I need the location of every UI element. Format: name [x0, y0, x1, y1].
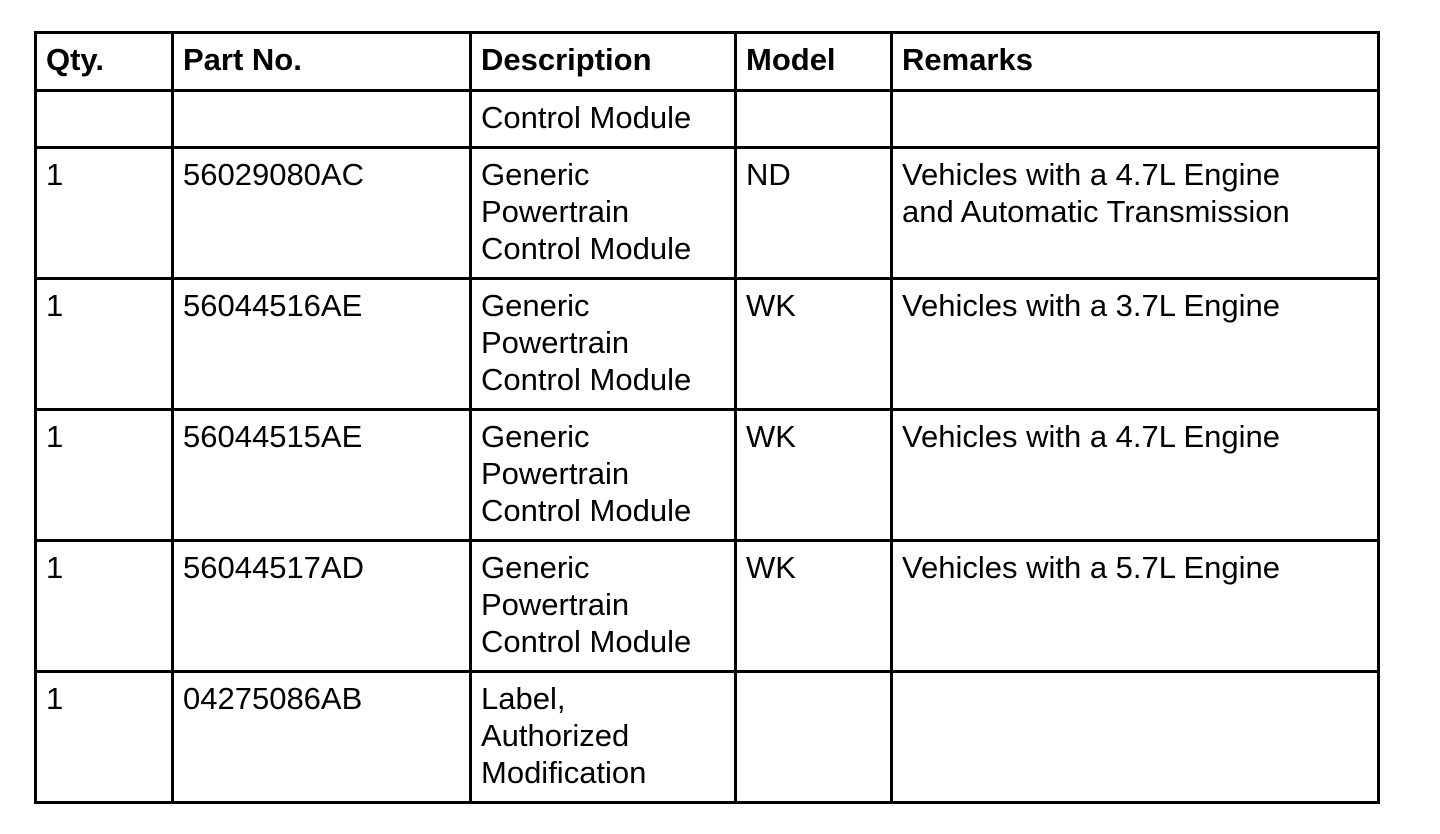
remarks-cell [892, 91, 1379, 148]
qty-cell: 1 [36, 148, 173, 279]
table-row [36, 541, 1379, 672]
qty-cell: 1 [36, 279, 173, 410]
remarks-cell [892, 672, 1379, 803]
model-cell [736, 91, 892, 148]
model-cell: ND [736, 148, 892, 279]
table-header-row [36, 33, 1379, 91]
table-row [36, 410, 1379, 541]
remarks-cell: Vehicles with a 5.7L Engine [892, 541, 1379, 672]
table-row [36, 279, 1379, 410]
qty-cell [36, 91, 173, 148]
part-no-cell: 56044515AE [173, 410, 471, 541]
remarks-cell: Vehicles with a 3.7L Engine [892, 279, 1379, 410]
part-no-cell: 56044517AD [173, 541, 471, 672]
column-header-model: Model [736, 33, 892, 91]
table-row [36, 148, 1379, 279]
description-cell: Generic Powertrain Control Module [471, 541, 736, 672]
qty-cell: 1 [36, 410, 173, 541]
description-cell: Generic Powertrain Control Module [471, 279, 736, 410]
model-cell: WK [736, 541, 892, 672]
parts-table [34, 31, 1380, 804]
part-no-cell: 56044516AE [173, 279, 471, 410]
model-cell: WK [736, 279, 892, 410]
model-cell [736, 672, 892, 803]
column-header-part-no: Part No. [173, 33, 471, 91]
column-header-qty: Qty. [36, 33, 173, 91]
qty-cell: 1 [36, 672, 173, 803]
description-cell: Label, Authorized Modification [471, 672, 736, 803]
remarks-cell: Vehicles with a 4.7L Engine [892, 410, 1379, 541]
part-no-cell: 04275086AB [173, 672, 471, 803]
table-row [36, 91, 1379, 148]
table-row [36, 672, 1379, 803]
column-header-remarks: Remarks [892, 33, 1379, 91]
column-header-description: Description [471, 33, 736, 91]
part-no-cell: 56029080AC [173, 148, 471, 279]
model-cell: WK [736, 410, 892, 541]
description-cell: Generic Powertrain Control Module [471, 148, 736, 279]
qty-cell: 1 [36, 541, 173, 672]
remarks-cell: Vehicles with a 4.7L Engine and Automatic Transmission [892, 148, 1379, 279]
description-cell: Control Module [471, 91, 736, 148]
part-no-cell [173, 91, 471, 148]
description-cell: Generic Powertrain Control Module [471, 410, 736, 541]
